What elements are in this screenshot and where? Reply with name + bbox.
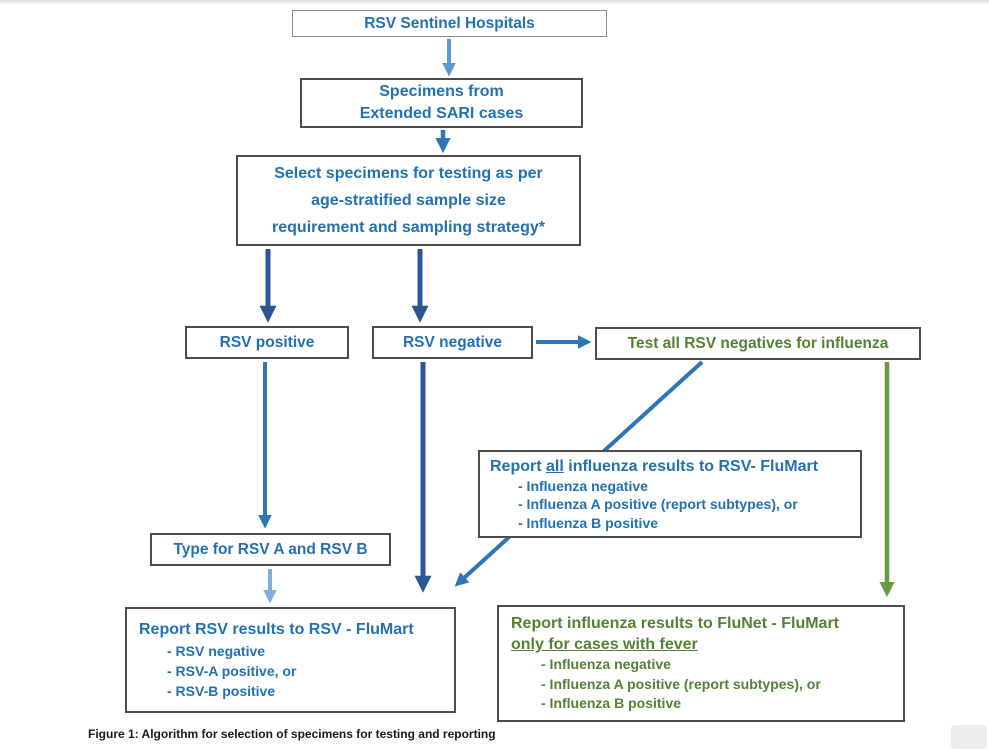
node-label: Type for RSV A and RSV B xyxy=(173,540,368,558)
node-report-all-influenza-results xyxy=(478,450,862,538)
node-rsv-sentinel-hospitals xyxy=(292,10,607,37)
bullet-item: - Influenza B positive xyxy=(541,695,682,712)
node-title-line1: Report influenza results to FluNet - FluMart xyxy=(511,615,840,633)
node-label: RSV Sentinel Hospitals xyxy=(364,14,535,32)
title-suffix: influenza results to RSV- FluMart xyxy=(563,457,819,475)
bullet-item: - Influenza B positive xyxy=(518,514,659,531)
node-report-rsv-results xyxy=(125,607,456,713)
bullet-item: - RSV-A positive, or xyxy=(167,663,297,679)
node-select-specimens xyxy=(236,155,581,246)
node-label-line2: age-stratified sample size xyxy=(311,192,506,209)
bullet-item: - Influenza A positive (report subtypes), or xyxy=(518,496,798,513)
node-label-line3: requirement and sampling strategy* xyxy=(272,219,545,236)
title-underlined-word: all xyxy=(546,457,564,475)
figure-caption: Figure 1: Algorithm for selection of specimens for testing and reporting xyxy=(88,727,496,741)
title-prefix: Report xyxy=(490,457,546,475)
node-label: RSV negative xyxy=(402,333,503,351)
bullet-item: - Influenza negative xyxy=(518,477,648,494)
node-type-for-rsv-a-and-b xyxy=(150,533,391,566)
node-label-line1: Select specimens for testing as per xyxy=(274,165,543,182)
bullet-item: - Influenza negative xyxy=(541,656,671,673)
node-title-line2-underlined: only for cases with fever xyxy=(511,636,698,654)
node-label-line2: Extended SARI cases xyxy=(359,105,524,122)
node-title: Report RSV results to RSV - FluMart xyxy=(139,621,414,638)
bullet-item: - Influenza A positive (report subtypes), or xyxy=(541,675,821,692)
node-test-all-rsv-negatives xyxy=(595,327,921,360)
node-rsv-negative xyxy=(372,326,533,359)
bullet-item: - RSV negative xyxy=(167,643,266,659)
node-label: RSV positive xyxy=(219,333,315,351)
node-rsv-positive xyxy=(185,326,349,359)
bullet-item: - RSV-B positive xyxy=(167,683,276,699)
node-label-line1: Specimens from xyxy=(379,83,504,100)
node-report-influenza-flunet xyxy=(497,605,905,722)
node-label: Test all RSV negatives for influenza xyxy=(627,334,889,352)
scrollbar-thumb[interactable] xyxy=(951,725,987,749)
node-title xyxy=(490,456,818,477)
node-specimens-from-extended-sari xyxy=(300,78,583,128)
